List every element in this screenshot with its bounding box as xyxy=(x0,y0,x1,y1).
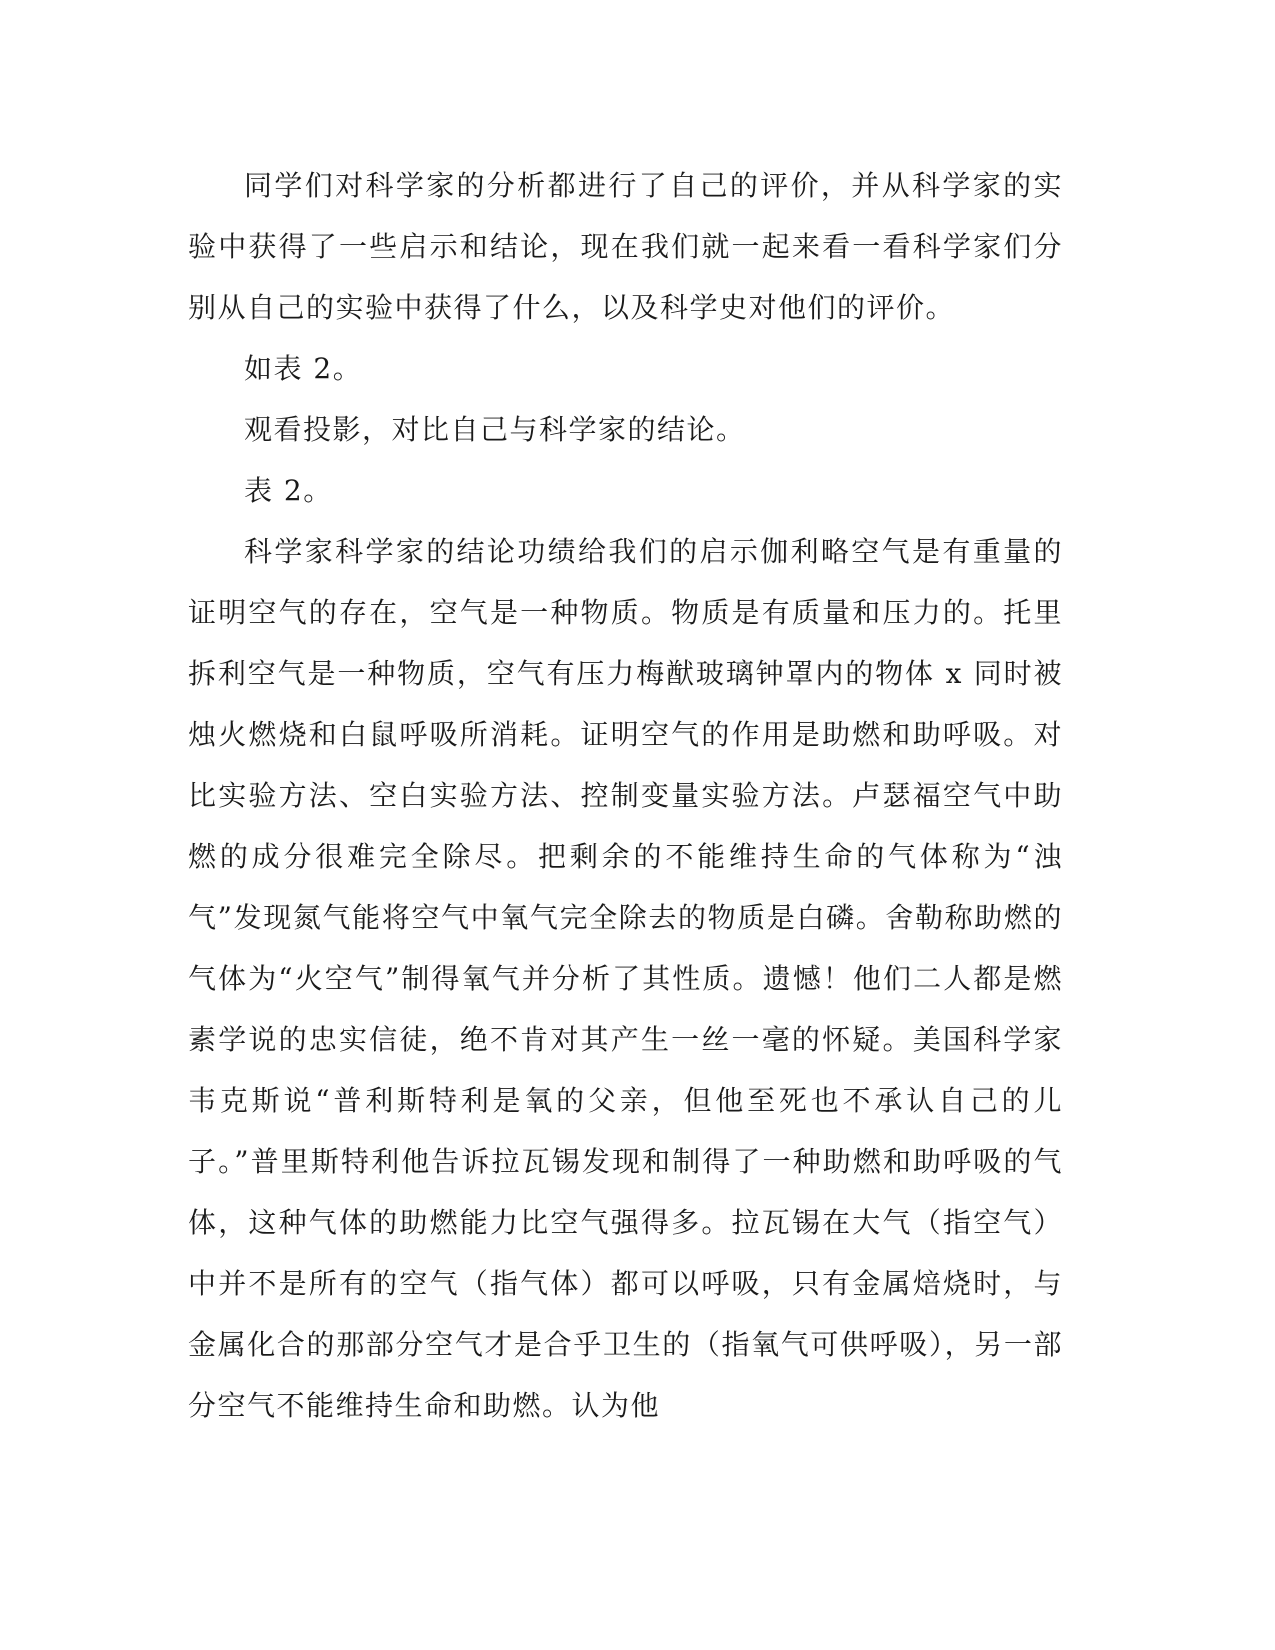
table-label-paragraph: 表 2。 xyxy=(244,474,333,507)
scientists-table-paragraph: 科学家科学家的结论功绩给我们的启示伽利略空气是有重量的证明空气的存在，空气是一种物质。物质是有质量和压力的。托里拆利空气是一种物质，空气有压力梅猷玻璃钟罩内的物体 x 同时被烛火燃烧和白鼠呼吸所消耗。证明空气的作用是助燃和助呼吸。对比实验方法、空白实验方法、控制变量实验方法。卢瑟福空气中助燃的成分很难完全除尽。把剩余的不能维持生命的气体称为“浊气”发现氮气能将空气中氧气完全除去的物质是白磷。舍勒称助燃的气体为“火空气”制得氧气并分析了其性质。遗憾！他们二人都是燃素学说的忠实信徒，绝不肯对其产生一丝一毫的怀疑。美国科学家韦克斯说“普利斯特利是氧的父亲，但他至死也不承认自己的儿子。”普里斯特利他告诉拉瓦锡发现和制得了一种助燃和助呼吸的气体，这种气体的助燃能力比空气强得多。拉瓦锡在大气（指空气）中并不是所有的空气（指气体）都可以呼吸，只有金属焙烧时，与金属化合的那部分空气才是合乎卫生的（指氧气可供呼吸），另一部分空气不能维持生命和助燃。认为他 xyxy=(188,535,1063,1422)
instruction-paragraph: 观看投影，对比自己与科学家的结论。 xyxy=(244,413,746,446)
intro-paragraph: 同学们对科学家的分析都进行了自己的评价，并从科学家的实验中获得了一些启示和结论，现在我们就一起来看一看科学家们分别从自己的实验中获得了什么，以及科学史对他们的评价。 xyxy=(188,169,1063,324)
table-reference-paragraph: 如表 2。 xyxy=(244,352,363,385)
document-page xyxy=(188,155,1063,1436)
